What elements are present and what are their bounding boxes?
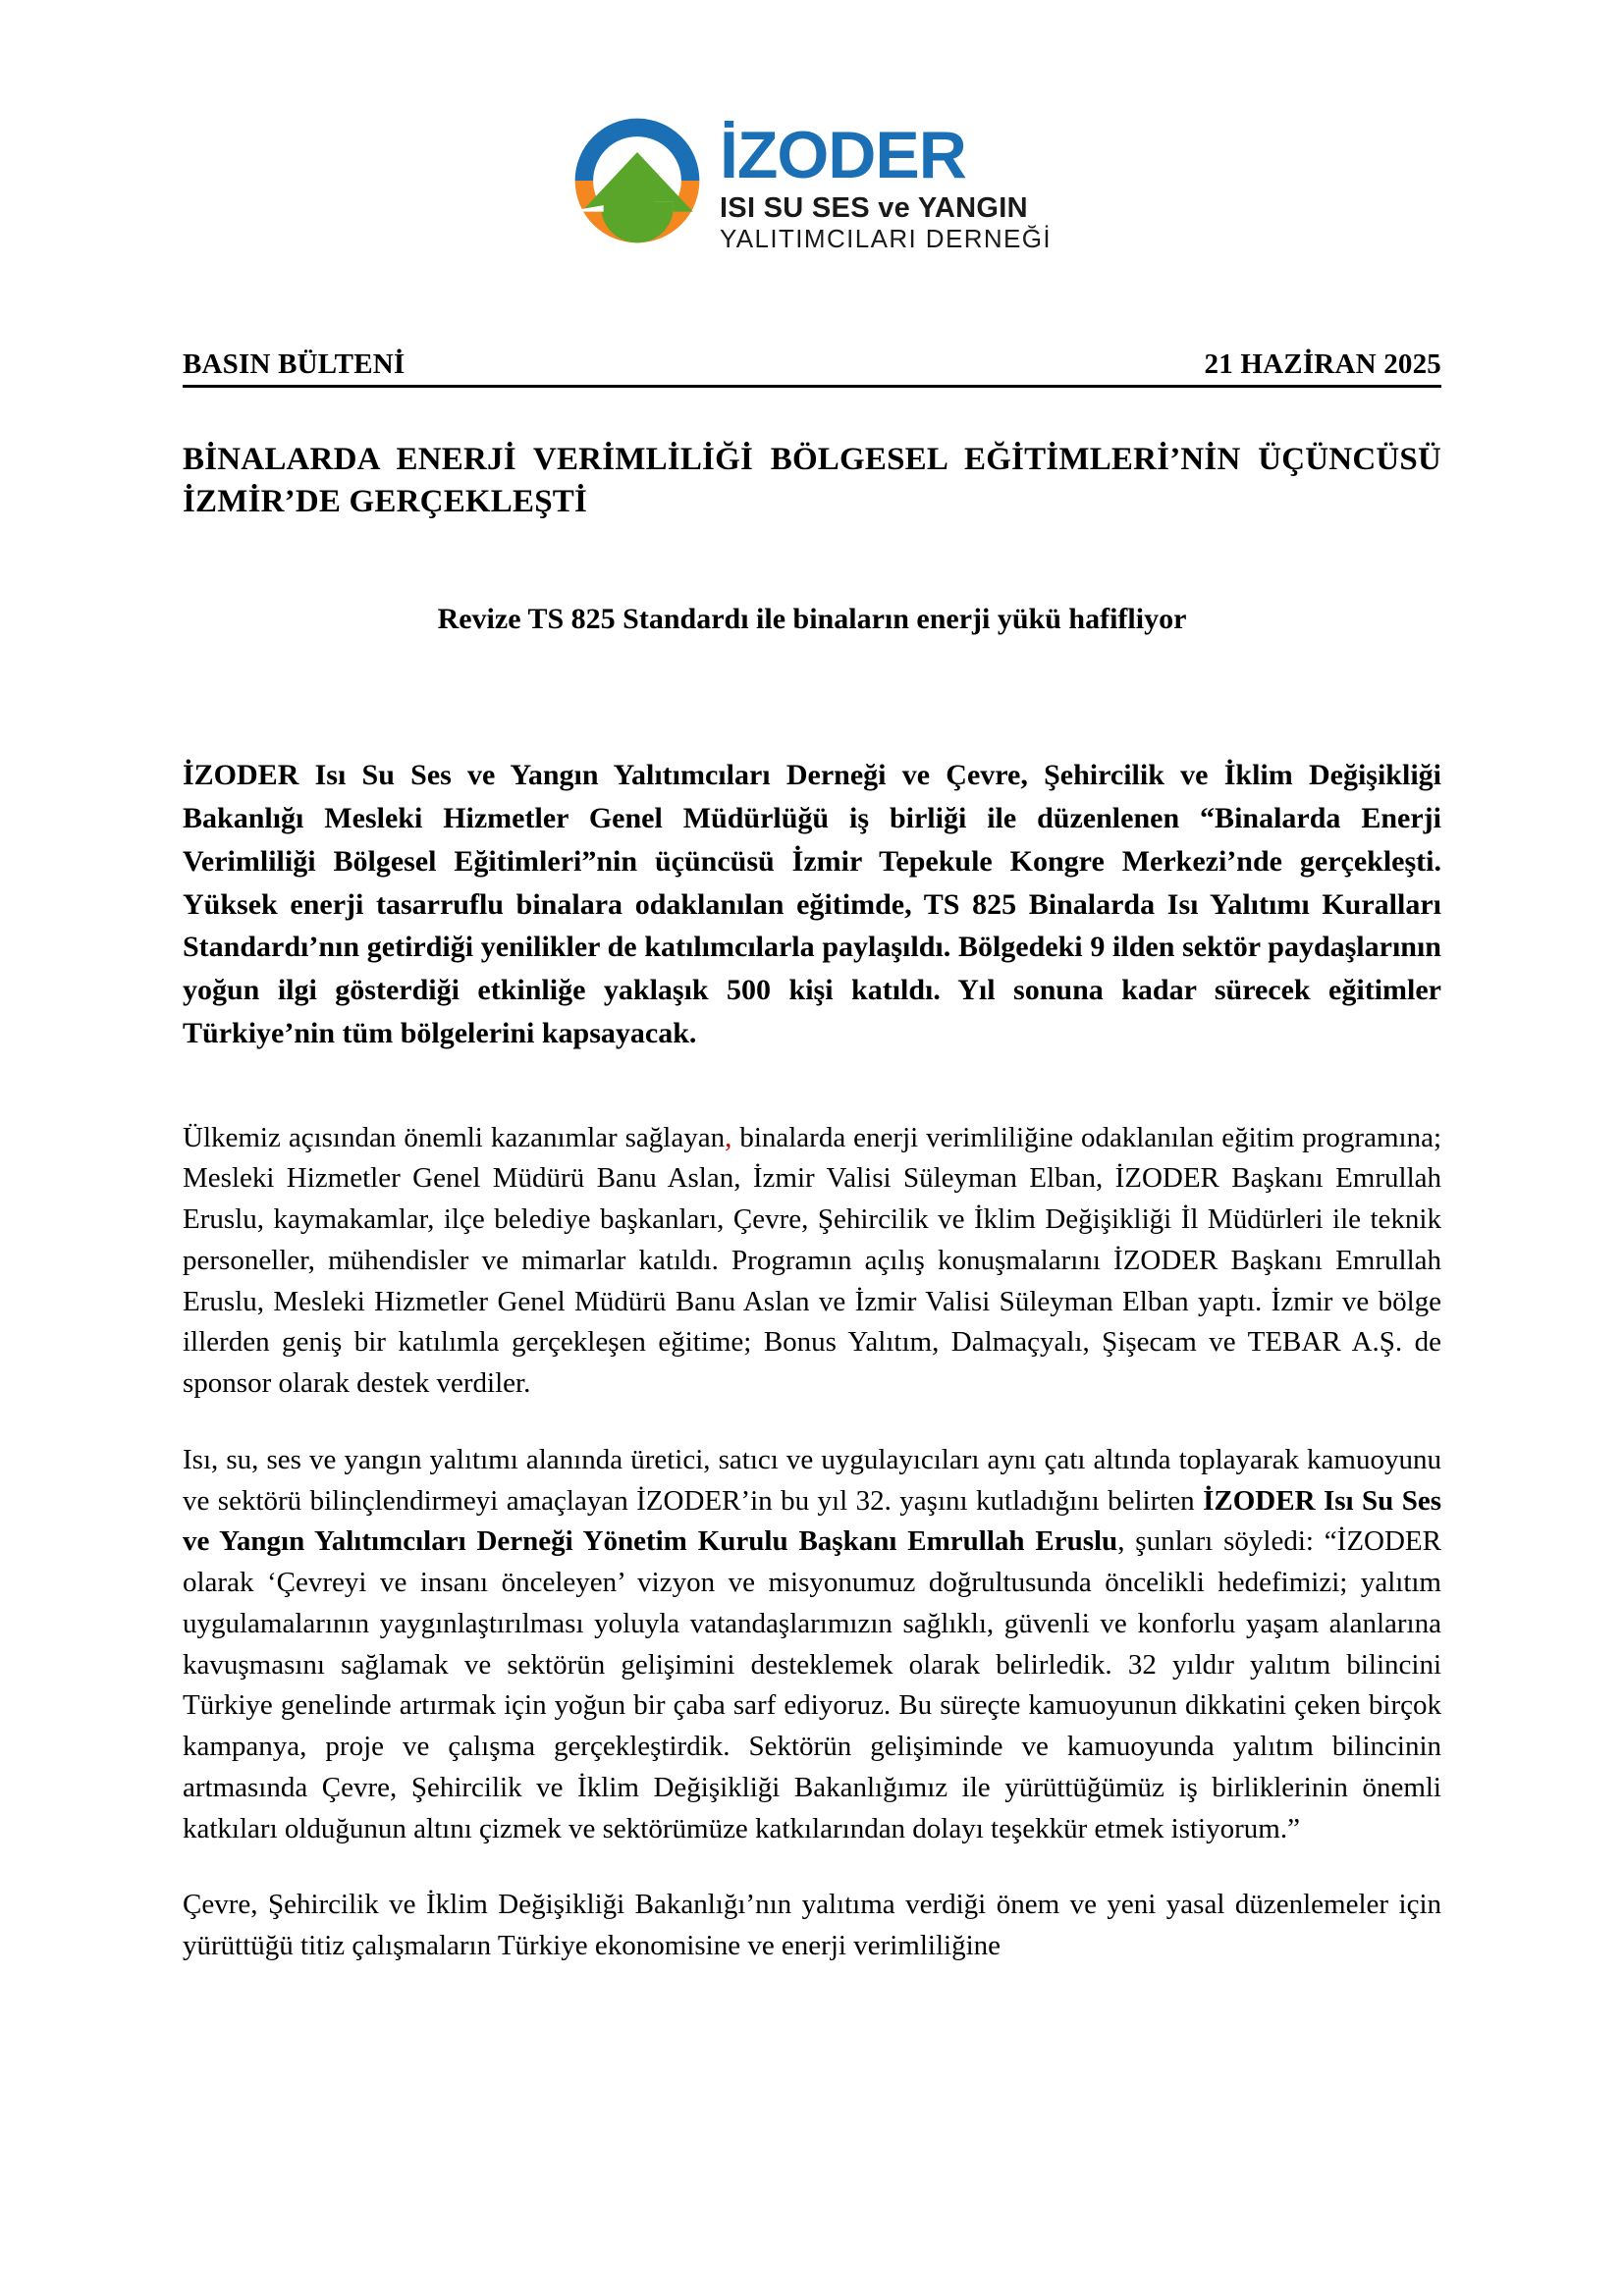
lead-paragraph: İZODER Isı Su Ses ve Yangın Yalıtımcıları Derneği ve Çevre, Şehircilik ve İklim Değişikliği Bakanlığı Mesleki Hizmetler Genel Müdürlüğü iş birliği ile düzenlenen “Binalarda Enerji Verimliliği Bölgesel Eğitimleri”nin üçüncüsü İzmir Tepekule Kongre Merkezi’nde gerçekleşti. Yüksek enerji tasarruflu binalara odaklanılan eğitimde, TS 825 Binalarda Isı Yalıtımı Kuralları Standardı’nın getirdiği yenilikler de katılımcılarla paylaşıldı. Bölgedeki 9 ilden sektör paydaşlarının yoğun ilgi gösterdiği etkinliğe yaklaşık 500 kişi katıldı. Yıl sonuna kadar sürecek eğitimler Türkiye’nin tüm bölgelerini kapsayacak.: [183, 759, 1441, 1049]
emphasis-text: İZODER Isı Su Ses ve Yangın Yalıtımcıları Derneği Yönetim Kurulu Başkanı Emrullah Eruslu: [183, 1484, 1441, 1558]
page-title: BİNALARDA ENERJİ VERİMLİLİĞİ BÖLGESEL EĞİTİMLERİ’NİN ÜÇÜNCÜSÜ İZMİR’DE GERÇEKLEŞTİ: [183, 442, 1441, 520]
text-run: Çevre, Şehircilik ve İklim Değişikliği Bakanlığı’nın yalıtıma verdiği önem ve yeni yasal düzenlemeler için yürüttüğü titiz çalışmaların Türkiye ekonomisine ve enerji verimliliğine: [183, 1889, 1441, 1962]
body-paragraph-3: [183, 1885, 1441, 1967]
text-run: Ülkemiz açısından önemli kazanımlar sağlayan: [183, 1121, 726, 1153]
logo-tagline-primary: ISI SU SES ve YANGIN: [719, 192, 1028, 225]
text-run: , şunları söyledi: “İZODER olarak ‘Çevreyi ve insanı önceleyen’ vizyon ve misyonumuz doğrultusunda öncelikli hedefimizi; yalıtım uygulamalarının yaygınlaştırılması yoluyla vatandaşlarımızın sağlıklı, güvenli ve konforlu yaşam alanlarına kavuşmasını sağlamak ve sektörün gelişimini desteklemek olarak belirledik. 32 yıldır yalıtım bilincini Türkiye genelinde artırmak için yoğun bir çaba sarf ediyoruz. Bu süreçte kamuoyunun dikkatini çeken birçok kampanya, proje ve çalışma gerçekleştirdik. Sektörün gelişiminde ve kamuoyunda yalıtım bilincinin artmasında Çevre, Şehircilik ve İklim Değişikliği Bakanlığımız ile yürüttüğümüz iş birliklerinin önemli katkıları olduğunun altını çizmek ve sektörümüze katkılarından dolayı teşekkür etmek istiyorum.”: [183, 1525, 1441, 1844]
logo-block: [183, 0, 1441, 254]
izoder-logo: [572, 116, 1052, 254]
body-paragraph-2: [183, 1440, 1441, 1850]
logo-name: İZODER: [719, 118, 966, 192]
logo-wordmark: [720, 116, 1052, 254]
body-paragraph-1: [183, 1118, 1441, 1405]
text-run: Isı, su, ses ve yangın yalıtımı alanında üretici, satıcı ve uygulayıcıları aynı çatı altında toplayarak kamuoyunu ve sektörü bilinçlendirmeyi amaçlayan İZODER’in bu yıl 32. yaşını kutladığını belirten: [183, 1443, 1441, 1517]
logo-tagline-secondary: YALITIMCILARI DERNEĞİ: [719, 224, 1053, 254]
header-date: 21 HAZİRAN 2025: [1204, 348, 1441, 381]
header-label-press-release: BASIN BÜLTENİ: [183, 348, 406, 381]
izoder-logo-icon: [572, 116, 702, 245]
page-subtitle: Revize TS 825 Standardı ile binaların enerji yükü hafifliyor: [437, 603, 1187, 636]
document-header-row: [183, 348, 1441, 388]
text-run: binalarda enerji verimliliğine odaklanılan eğitim programına; Mesleki Hizmetler Genel Müdürü Banu Aslan, İzmir Valisi Süleyman Elban, İZODER Başkanı Emrullah Eruslu, kaymakamlar, ilçe belediye başkanları, Çevre, Şehircilik ve İklim Değişikliği İl Müdürleri ile teknik personeller, mühendisler ve mimarlar katıldı. Programın açılış konuşmalarını İZODER Başkanı Emrullah Eruslu, Mesleki Hizmetler Genel Müdürü Banu Aslan ve İzmir Valisi Süleyman Elban yaptı. İzmir ve bölge illerden geniş bir katılımla gerçekleşen eğitime; Bonus Yalıtım, Dalmaçyalı, Şişecam ve TEBAR A.Ş. de sponsor olarak destek verdiler.: [183, 1121, 1442, 1400]
highlighted-punctuation: ,: [725, 1121, 732, 1153]
